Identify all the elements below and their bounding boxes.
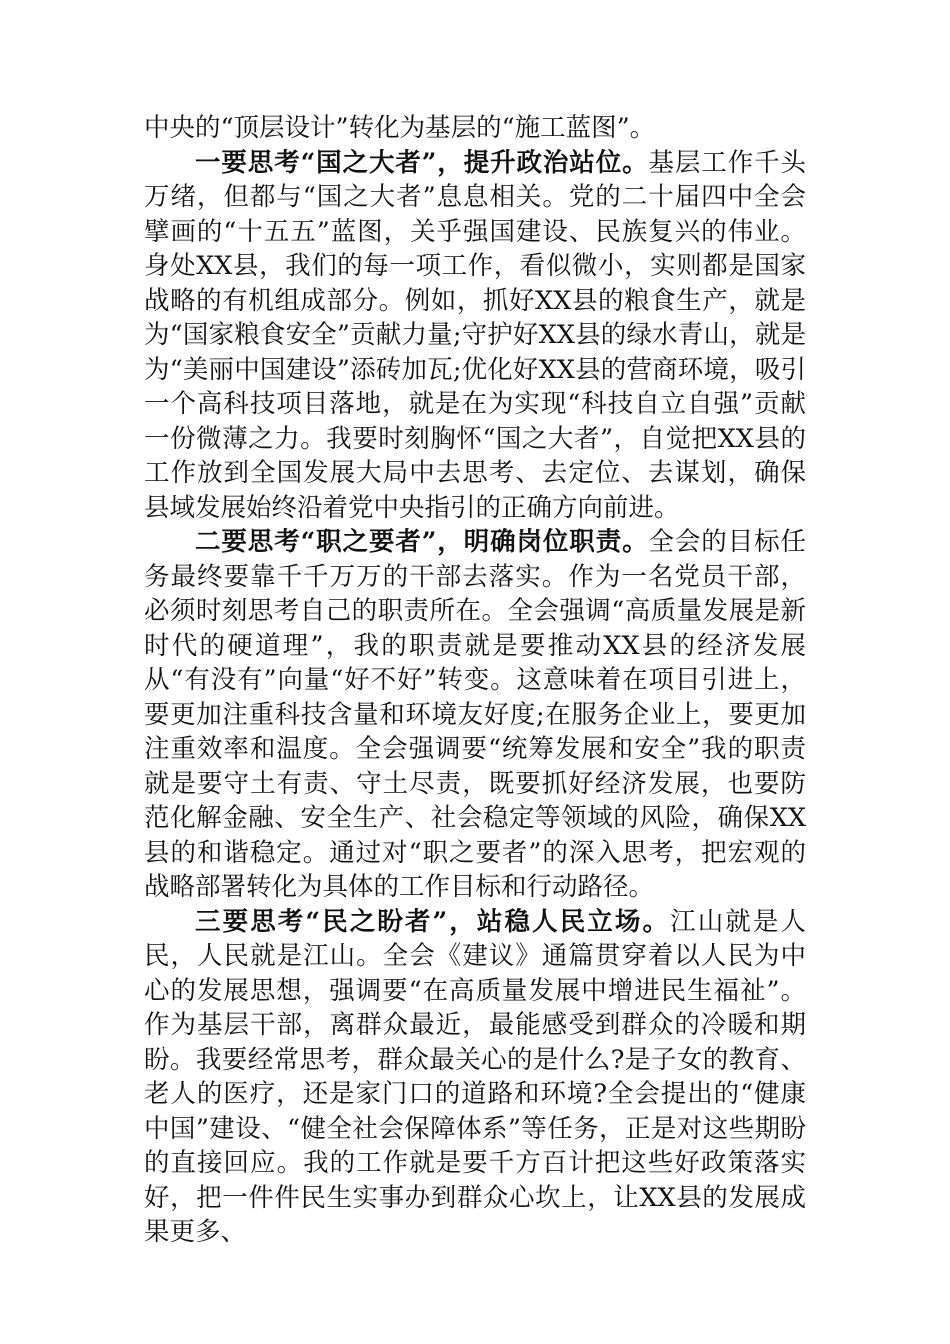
document-page — [144, 111, 806, 1250]
section-3-body: 江山就是人民，人民就是江山。全会《建议》通篇贯穿着以人民为中心的发展思想，强调要“在高质量发展中增进民生福祉”。作为基层干部，离群众最近，最能感受到群众的冷暖和期盼。我要经常思考，群众最关心的是什么?是子女的教育、老人的医疗，还是家门口的道路和环境?全会提出的“健康中国”建设、“健全社会保障体系”等任务，正是对这些期盼的直接回应。我的工作就是要千方百计把这些好政策落实好，把一件件民生实事办到群众心坎上，让XX县的发展成果更多、 — [144, 906, 806, 1247]
section-1-paragraph — [144, 146, 806, 526]
section-3-paragraph — [144, 905, 806, 1250]
section-2-body: 全会的目标任务最终要靠千千万万的干部去落实。作为一名党员干部，必须时刻思考自己的职责所在。全会强调“高质量发展是新时代的硬道理”，我的职责就是要推动XX县的经济发展从“有没有”向量“好不好”转变。这意味着在项目引进上，要更加注重科技含量和环境友好度;在服务企业上，要更加注重效率和温度。全会强调要“统筹发展和安全”我的职责就是要守土有责、守土尽责，既要抓好经济发展，也要防范化解金融、安全生产、社会稳定等领域的风险，确保XX县的和谐稳定。通过对“职之要者”的深入思考，把宏观的战略部署转化为具体的工作目标和行动路径。 — [144, 527, 806, 902]
section-1-heading: 一要思考“国之大者”，提升政治站位。 — [195, 147, 649, 178]
continuation-paragraph: 中央的“顶层设计”转化为基层的“施工蓝图”。 — [144, 113, 656, 143]
section-2-paragraph — [144, 525, 806, 905]
section-3-heading: 三要思考“民之盼者”，站稳人民立场。 — [195, 906, 671, 937]
section-1-body: 基层工作千头万绪，但都与“国之大者”息息相关。党的二十届四中全会擘画的“十五五”蓝图，关乎强国建设、民族复兴的伟业。身处XX县，我们的每一项工作，看似微小，实则都是国家战略的有机组成部分。例如，抓好XX县的粮食生产，就是为“国家粮食安全”贡献力量;守护好XX县的绿水青山，就是为“美丽中国建设”添砖加瓦;优化好XX县的营商环境，吸引一个高科技项目落地，就是在为实现“科技自立自强”贡献一份微薄之力。我要时刻胸怀“国之大者”，自觉把XX县的工作放到全国发展大局中去思考、去定位、去谋划，确保县域发展始终沿着党中央指引的正确方向前进。 — [144, 147, 806, 523]
section-2-heading: 二要思考“职之要者”，明确岗位职责。 — [195, 527, 649, 557]
